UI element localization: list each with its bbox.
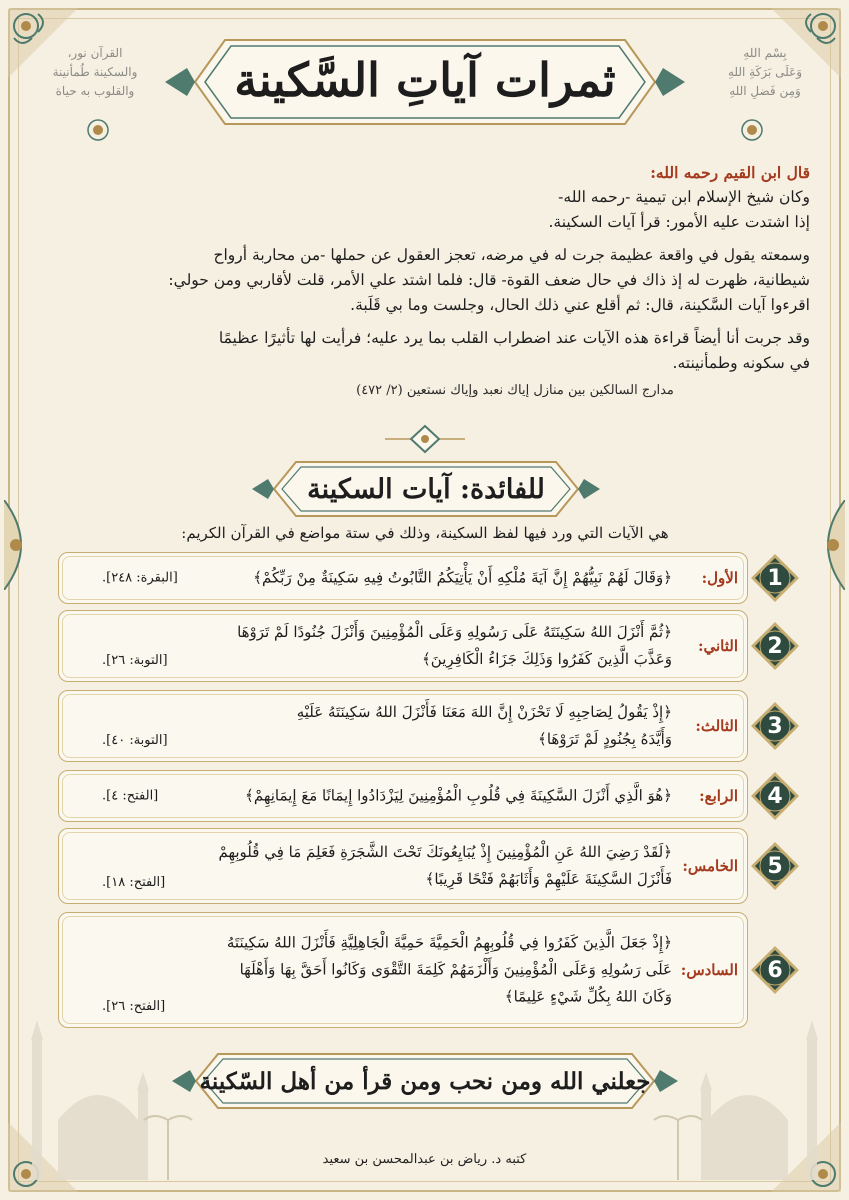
verse-ordinal: الرابع: [699,787,738,805]
verse-number: 5 [767,853,783,879]
verse-text [152,783,672,810]
verse-row [58,690,800,762]
left-note-line: والقلوب به حياة [55,84,135,98]
verse-line: وَأَيَّدَهُ بِجُنُودٍ لَمْ تَرَوْهَا﴾ [538,730,672,748]
verse-number: 3 [767,713,783,739]
verse-text [152,930,672,1011]
right-side-note [700,44,830,101]
left-side-note [30,44,160,101]
verse-reference: [الفتح: ١٨]. [102,875,166,890]
verse-row [58,828,800,904]
side-ornament-icon [811,500,845,590]
verse-row [58,912,800,1028]
verse-text [152,619,672,673]
divider-ornament-icon [385,424,465,454]
verse-reference: [التوبة: ٢٦]. [102,653,168,668]
page-title: ثمرات آياتِ السَّكينة [234,53,616,107]
quote-paragraph-line: وقد جربت أنا أيضاً قراءة هذه الآيات عند اضطراب القلب بما يرد عليه؛ فرأيت لها تأثيرًا عظيمًا [218,329,810,347]
flower-ornament-icon [86,118,110,142]
verse-line: ﴿ثُمَّ أَنْزَلَ اللهُ سَكِينَتَهُ عَلَى رَسُولِهِ وَعَلَى الْمُؤْمِنِينَ وَأَنْزَلَ جُنُودًا لَمْ تَرَوْهَا [237,623,672,641]
verse-reference: [التوبة: ٤٠]. [102,733,168,748]
verse-number: 1 [767,565,783,591]
quote-paragraph-line: في سكونه وطمأنينته. [672,354,810,372]
verse-line: ﴿هُوَ الَّذِي أَنْزَلَ السَّكِينَةَ فِي قُلُوبِ الْمُؤْمِنِينَ لِيَزْدَادُوا إِيمَانًا مَعَ إِيمَانِهِمْ﴾ [245,786,672,805]
verse-line: وَعَذَّبَ الَّذِينَ كَفَرُوا وَذَلِكَ جَزَاءُ الْكَافِرِينَ﴾ [422,650,672,668]
verse-line: وَكَانَ اللهُ بِكُلِّ شَيْءٍ عَلِيمًا﴾ [504,987,672,1006]
verse-reference: [البقرة: ٢٤٨]. [102,570,178,586]
left-note-line: القرآن نور، [67,46,123,60]
left-note-line: والسكينة طُمأنينة [52,65,138,79]
ibn-qayyim-quote [40,160,810,403]
verse-line: ﴿وَقَالَ لَهُمْ نَبِيُّهُمْ إِنَّ آيَةَ مُلْكِهِ أَنْ يَأْتِيَكُمُ التَّابُوتُ فِيهِ سَكِينَةٌ مِنْ رَبِّكُمْ﴾ [253,568,672,587]
quote-line: وكان شيخ الإسلام ابن تيمية -رحمه الله- [558,188,810,206]
section-title: للفائدة: آيات السكينة [307,473,545,505]
quote-paragraph-line: اقرءوا آيات السَّكينة، قال: ثم أقلع عني ذلك الحال، وجلست وما بي قَلَبة. [350,296,810,314]
quote-line: إذا اشتدت عليه الأمور: قرأ آيات السكينة. [548,213,810,231]
verse-line: ﴿إِذْ جَعَلَ الَّذِينَ كَفَرُوا فِي قُلُوبِهِمُ الْحَمِيَّةَ حَمِيَّةَ الْجَاهِلِيَّةِ فَأَنْزَلَ اللهُ سَكِينَتَهُ [226,933,672,952]
verse-line: ﴿لَقَدْ رَضِيَ اللهُ عَنِ الْمُؤْمِنِينَ إِذْ يُبَايِعُونَكَ تَحْتَ الشَّجَرَةِ فَعَلِمَ مَا فِي قُلُوبِهِمْ [218,843,672,861]
flower-ornament-icon [740,118,764,142]
verse-text [152,699,672,753]
verse-row [58,610,800,682]
verse-line: فَأَنْزَلَ السَّكِينَةَ عَلَيْهِمْ وَأَثَابَهُمْ فَتْحًا قَرِيبًا﴾ [425,870,672,888]
right-note-line: وَمِن فَضلِ اللهِ [729,84,801,98]
verse-ordinal: الخامس: [682,857,738,875]
verse-ordinal: الأول: [701,569,738,587]
verse-text [152,839,672,893]
closing-prayer: جعلني الله ومن نحب ومن قرأ من أهل السّكينة [199,1067,651,1095]
quote-paragraph-line: شيطانية، ظهرت له إذ ذاك في حال ضعف القوة- قال: فلما اشتد علي الأمر، قلت لأقاربي ومن حولي: [168,271,810,289]
quote-heading: قال ابن القيم رحمه الله: [650,163,810,182]
verse-row [58,770,800,822]
quote-reference: مدارج السالكين بين منازل إياك نعبد وإياك نستعين (٢/ ٤٧٢) [356,383,674,398]
verse-ordinal: الثالث: [695,717,738,735]
verse-ordinal: السادس: [680,961,738,979]
side-ornament-icon [4,500,38,590]
quote-paragraph-line: وسمعته يقول في واقعة عظيمة جرت له في مرضه، تعجز العقول عن حملها -من محاربة أرواح [213,246,810,264]
verse-number: 4 [767,783,783,809]
right-note-line: بِسْم اللهِ [743,46,787,60]
verse-number: 2 [767,633,783,659]
author-signature: كتبه د. رياض بن عبدالمحسن بن سعيد [322,1152,527,1167]
section-intro: هي الآيات التي ورد فيها لفظ السكينة، وذلك في ستة مواضع في القرآن الكريم: [181,524,669,542]
verse-line: عَلَى رَسُولِهِ وَعَلَى الْمُؤْمِنِينَ وَأَلْزَمَهُمْ كَلِمَةَ التَّقْوَى وَكَانُوا أَحَقَّ بِهَا وَأَهْلَهَا [239,960,672,979]
verse-reference: [الفتح: ٤]. [102,788,159,804]
verse-row [58,552,800,604]
verse-line: ﴿إِذْ يَقُولُ لِصَاحِبِهِ لَا تَحْزَنْ إِنَّ اللهَ مَعَنَا فَأَنْزَلَ اللهُ سَكِينَتَهُ عَلَيْهِ [296,703,672,721]
verse-ordinal: الثاني: [697,637,738,655]
verse-number: 6 [767,957,783,983]
right-note-line: وَعَلَى بَرَكَةِ اللهِ [727,65,803,79]
verse-text [152,565,672,592]
verse-reference: [الفتح: ٢٦]. [102,999,166,1014]
